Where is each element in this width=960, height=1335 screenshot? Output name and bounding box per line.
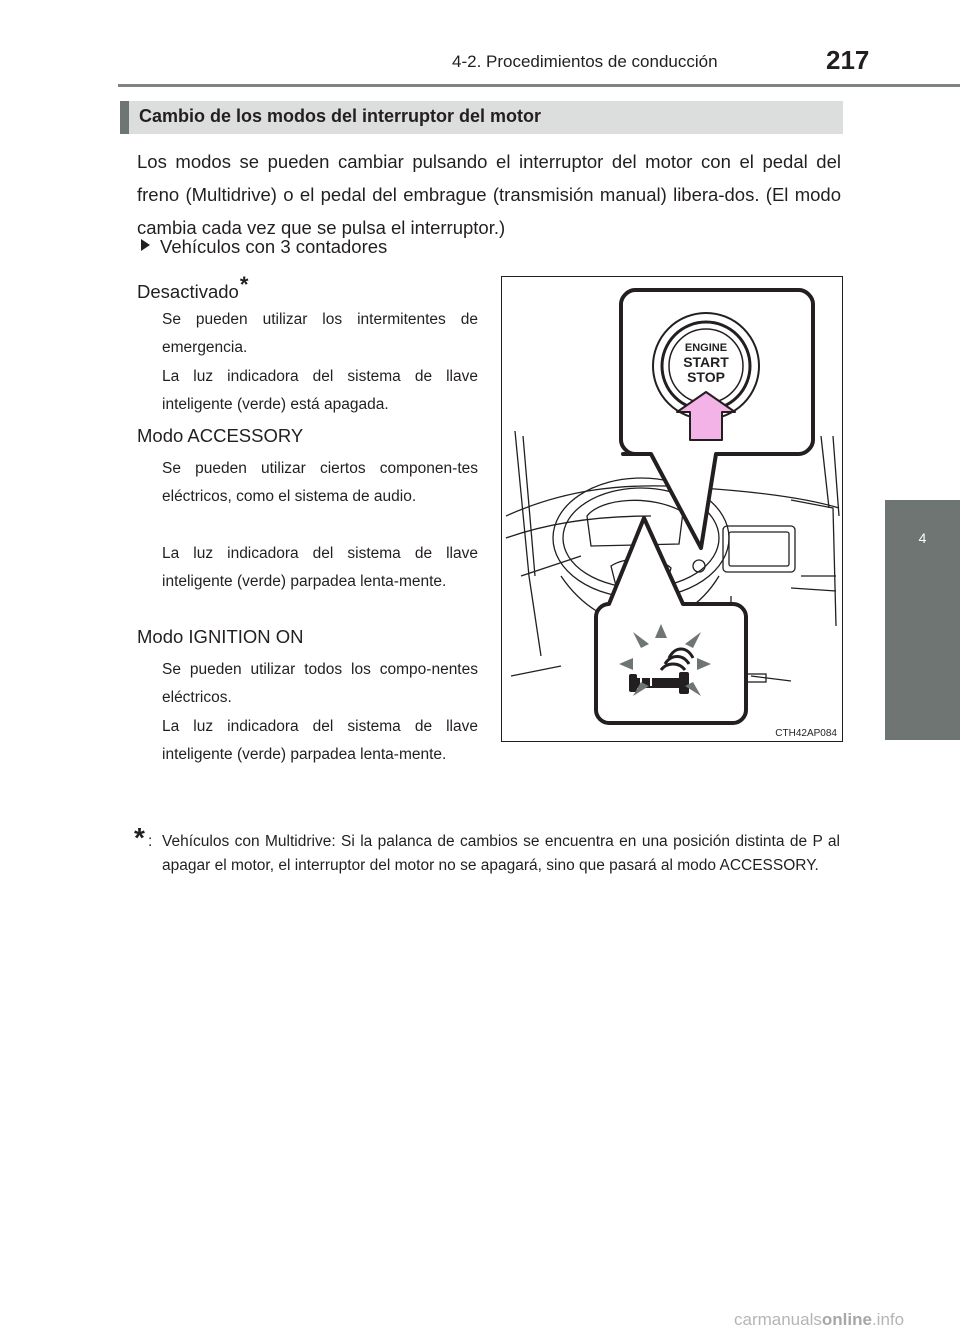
- button-label-engine: ENGINE: [684, 342, 728, 354]
- mode-accessory-paragraph-2: La luz indicadora del sistema de llave inteligente (verde) parpadea lenta-mente.: [162, 545, 478, 590]
- button-label-stop: STOP: [687, 369, 725, 385]
- button-label-start: START: [683, 354, 729, 370]
- illustration-code: CTH42AP084: [775, 728, 837, 739]
- watermark-suffix: .info: [871, 1310, 905, 1329]
- mode-title: Modo IGNITION ON: [137, 626, 304, 647]
- mode-heading-accessory: [137, 425, 303, 447]
- asterisk-marker: *: [239, 272, 249, 297]
- chapter-side-tab: [885, 500, 960, 740]
- watermark: [734, 1310, 904, 1330]
- chapter-title: 4-2. Procedimientos de conducción: [452, 52, 718, 71]
- mode-ignition-paragraph-2: La luz indicadora del sistema de llave inteligente (verde) parpadea lenta-mente.: [162, 718, 478, 763]
- side-tab-number: 4: [918, 530, 927, 546]
- section-title: Cambio de los modos del interruptor del motor: [139, 106, 542, 126]
- mode-off-paragraph-1: Se pueden utilizar los intermitentes de emergencia.: [162, 311, 478, 356]
- triangle-bullet-icon: [141, 239, 150, 251]
- page-number: 217: [826, 45, 870, 75]
- intro-paragraph: Los modos se pueden cambiar pulsando el interruptor del motor con el pedal del freno (Multidrive) o el pedal del embrague (transmisión manual) libera-dos. (El modo cambia cada vez que se pulsa el interruptor.): [137, 151, 841, 238]
- mode-off-paragraph-2: La luz indicadora del sistema de llave inteligente (verde) está apagada.: [162, 368, 478, 413]
- footnote-marker: *: [134, 822, 145, 853]
- side-tab-label: Conducción: [28, 605, 44, 679]
- watermark-prefix: carmanuals: [734, 1310, 822, 1329]
- section-heading-accent: [120, 101, 129, 134]
- bullet-item: [137, 236, 387, 258]
- footnote: [148, 830, 840, 878]
- footnote-text: Vehículos con Multidrive: Si la palanca de cambios se encuentra en una posición distinta de P al apagar el motor, el interruptor del motor no se apagará, sino que pasará al modo ACCESSORY.: [162, 833, 840, 874]
- mode-ignition-paragraph-1: Se pueden utilizar todos los compo-nentes eléctricos.: [162, 661, 478, 706]
- footnote-colon: :: [148, 833, 153, 850]
- engine-switch-illustration: [501, 276, 843, 742]
- header-rule: [118, 84, 960, 87]
- mode-heading-ignition-on: [137, 626, 304, 648]
- mode-accessory-paragraph-1: Se pueden utilizar ciertos componen-tes eléctricos, como el sistema de audio.: [162, 460, 478, 505]
- dashboard-drawing: [501, 276, 843, 742]
- watermark-bold: online: [821, 1310, 872, 1329]
- mode-title: Desactivado: [137, 281, 239, 302]
- mode-title: Modo ACCESSORY: [137, 425, 304, 446]
- bullet-label: Vehículos con 3 contadores: [160, 236, 388, 257]
- mode-heading-off: [137, 272, 248, 303]
